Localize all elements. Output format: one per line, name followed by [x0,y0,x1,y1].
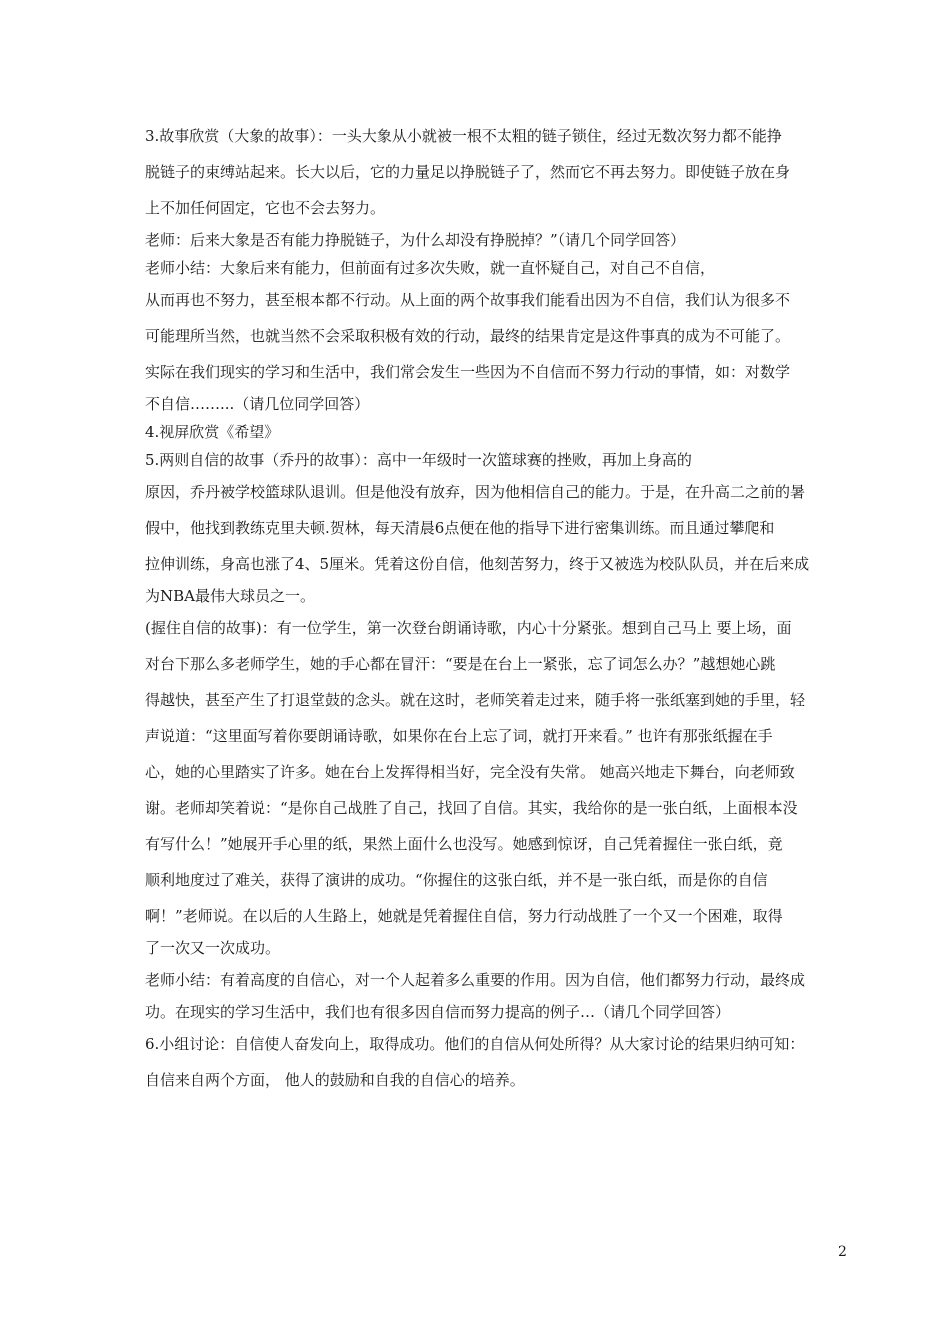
group-discussion-paragraph [145,1026,850,1098]
text-line: 功。在现实的学习生活中，我们也有很多因自信而努力提高的例子…（请几个同学回答） [145,1003,731,1021]
text-line: 6.小组讨论：自信使人奋发向上，取得成功。他们的自信从何处所得？从大家讨论的结果归纳可知： [145,1035,805,1053]
text-line: 脱链子的束缚站起来。长大以后，它的力量足以挣脱链子了，然而它不再去努力。即使链子放在身 [145,163,791,181]
text-line: 3.故事欣赏（大象的故事）：一头大象从小就被一根不太粗的链子锁住，经过无数次努力都不能挣 [145,127,782,145]
video-and-jordan-heading [145,390,850,474]
teacher-question [145,226,850,282]
text-line: 老师小结：有着高度的自信心，对一个人起着多么重要的作用。因为自信，他们都努力行动，最终成 [145,971,806,989]
text-line: 为NBA最伟大球员之一。 [145,587,315,605]
text-line: 声说道：“这里面写着你要朗诵诗歌，如果你在台上忘了词，就打开来看。” 也许有那张纸握在手 [145,727,773,745]
text-line: 拉伸训练，身高也涨了4、5厘米。凭着这份自信，他刻苦努力，终于又被选为校队队员，并在后来成 [145,555,810,573]
text-line: 啊！”老师说。在以后的人生路上，她就是凭着握住自信，努力行动战胜了一个又一个困难，取得 [145,907,783,925]
text-line: 老师：后来大象是否有能力挣脱链子，为什么却没有挣脱掉？”（请几个同学回答） [145,231,686,249]
text-line: 可能理所当然，也就当然不会采取积极有效的行动，最终的结果肯定是这件事真的成为不可能了。 [145,327,791,345]
text-line: 顺利地度过了难关，获得了演讲的成功。“你握住的这张白纸，并不是一张白纸，而是你的自信 [145,871,768,889]
text-line: (握住自信的故事)：有一位学生，第一次登台朗诵诗歌，内心十分紧张。想到自己马上 要上场，面 [145,619,792,637]
text-line: 自信来自两个方面， 他人的鼓励和自我的自信心的培养。 [145,1071,525,1089]
teacher-summary-2-ending [145,998,850,1026]
text-line: 有写什么！”她展开手心里的纸，果然上面什么也没写。她感到惊讶，自己凭着握住一张白纸，竟 [145,835,783,853]
text-line: 老师小结：大象后来有能力，但前面有过多次失败，就一直怀疑自己，对自己不自信， [145,259,716,277]
text-line: 了一次又一次成功。 [145,939,281,957]
jordan-story-ending [145,582,850,610]
elephant-story-paragraph [145,118,850,226]
text-line: 得越快，甚至产生了打退堂鼓的念头。就在这时，老师笑着走过来，随手将一张纸塞到她的手里，轻 [145,691,806,709]
text-line: 实际在我们现实的学习和生活中，我们常会发生一些因为不自信而不努力行动的事情，如：对数学 [145,363,791,381]
jordan-story-paragraph [145,474,850,582]
text-line: 假中，他找到教练克里夫顿.贺林，每天清晨6点便在他的指导下进行密集训练。而且通过攀爬和 [145,519,775,537]
page-number: 2 [838,1244,847,1260]
text-line: 原因，乔丹被学校篮球队退训。但是他没有放弃，因为他相信自己的能力。于是，在升高二之前的暑 [145,483,806,501]
teacher-summary-2 [145,962,850,998]
text-line: 4.视屏欣赏《希望》 [145,423,280,441]
text-line: 心，她的心里踏实了许多。她在台上发挥得相当好，完全没有失常。 她高兴地走下舞台，向老师致 [145,763,795,781]
document-body [145,118,850,1098]
teacher-summary-paragraph [145,282,850,390]
confidence-story-paragraph [145,610,850,934]
text-line: 不自信……...（请几位同学回答） [145,395,370,413]
text-line: 谢。老师却笑着说：“是你自己战胜了自己，找回了自信。其实，我给你的是一张白纸，上面根本没 [145,799,798,817]
text-line: 从而再也不努力，甚至根本都不行动。从上面的两个故事我们能看出因为不自信，我们认为很多不 [145,291,791,309]
text-line: 5.两则自信的故事（乔丹的故事）：高中一年级时一次篮球赛的挫败，再加上身高的 [145,451,692,469]
confidence-story-ending [145,934,850,962]
text-line: 上不加任何固定，它也不会去努力。 [145,199,386,217]
text-line: 对台下那么多老师学生，她的手心都在冒汗：“要是在台上一紧张，忘了词怎么办？”越想她心跳 [145,655,776,673]
